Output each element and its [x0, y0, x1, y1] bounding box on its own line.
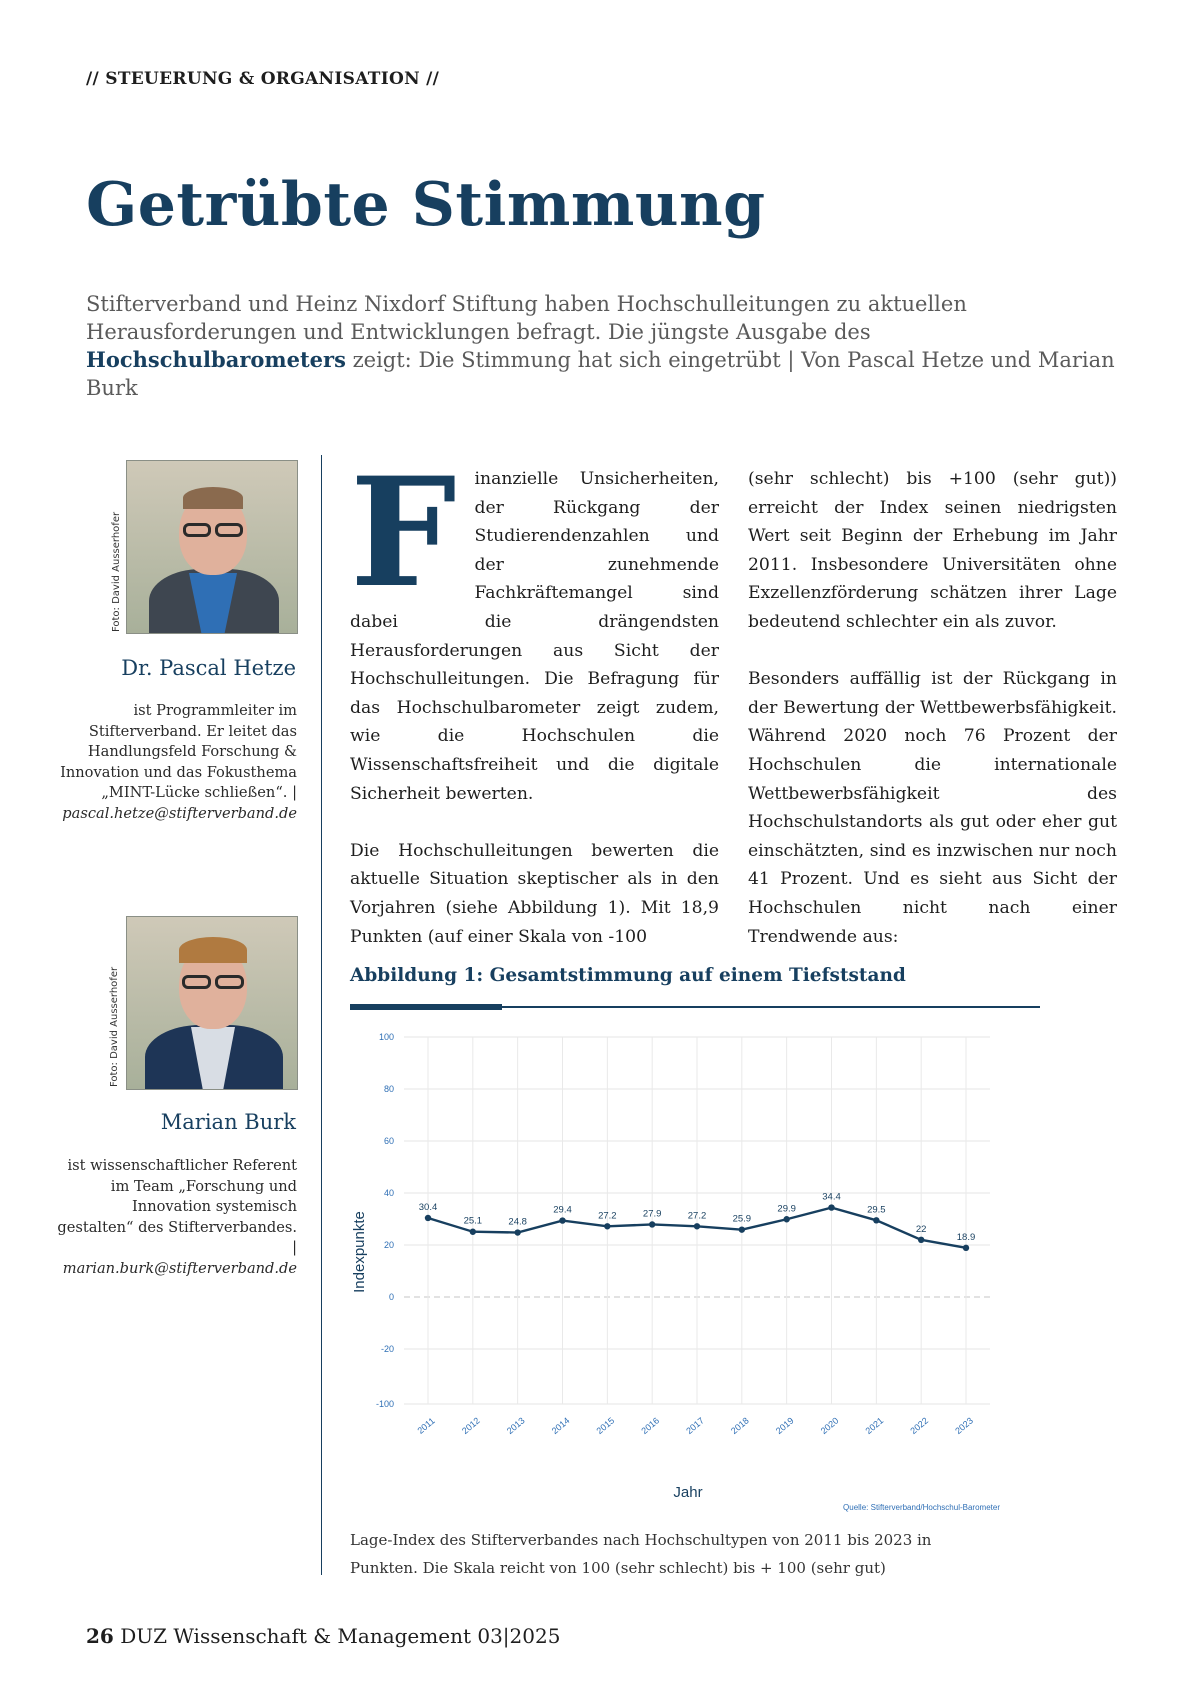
data-label: 25.1: [463, 1215, 483, 1227]
data-label: 25.9: [732, 1213, 752, 1225]
author-name-burk: Marian Burk: [160, 1110, 296, 1134]
data-point: [470, 1229, 476, 1235]
column-divider: [321, 455, 322, 1575]
data-label: 29.5: [867, 1204, 886, 1216]
paragraph: Die Hochschulleitungen bewerten die aktuelle Situation skeptischer als in den Vorjahren (siehe Abbildung 1). Mit 18,9 Punkten (auf einer Skala von -100: [350, 840, 719, 947]
figure-rule-accent: [350, 1004, 502, 1010]
data-point: [559, 1217, 565, 1223]
author-email-burk[interactable]: marian.burk@stifterverband.de: [62, 1259, 297, 1277]
x-tick-label: 2022: [908, 1415, 931, 1436]
y-tick-label: 40: [383, 1188, 394, 1198]
data-point: [694, 1223, 700, 1229]
author-bio-text: ist wissenschaftlicher Referent im Team „Forschung und Innovation systemisch gestalten“ des Stifterverbandes. |: [57, 1157, 297, 1256]
paragraph-text: inanzielle Unsicherheiten, der Rückgang der Studierendenzahlen und der zunehmende Fachkräftemangel sind dabei die drängendsten Herausforderungen aus Sicht der Hochschulleitungen. Die Befragung für das Hochschulbarometer zeigt zudem, wie die Hochschulen die Wissenschaftsfreiheit und die digitale Sicherheit bewerten.: [350, 469, 719, 804]
data-point: [604, 1223, 610, 1229]
data-point: [739, 1226, 745, 1232]
x-tick-label: 2020: [818, 1415, 841, 1436]
figure-title: Abbildung 1: Gesamtstimmung auf einem Tiefststand: [350, 965, 906, 986]
photo-credit-burk: Foto: David Ausserhofer: [109, 966, 120, 1087]
data-label: 18.9: [956, 1231, 976, 1243]
publication-name: DUZ Wissenschaft & Management 03|2025: [120, 1624, 561, 1648]
lead-text-2: zeigt: Die Stimmung hat sich eingetrübt | Von Pascal Hetze und Marian Burk: [86, 348, 1115, 400]
y-axis-label: Indexpunkte: [351, 1211, 368, 1293]
data-point: [425, 1215, 431, 1221]
x-tick-label: 2019: [773, 1415, 796, 1436]
y-tick-label: 60: [383, 1136, 394, 1146]
y-tick-label: -20: [380, 1344, 394, 1354]
author-bio-hetze: [56, 701, 297, 824]
x-tick-label: 2023: [953, 1415, 975, 1436]
data-label: 27.2: [687, 1210, 707, 1222]
y-tick-label: 80: [383, 1084, 394, 1094]
author-name-hetze: Dr. Pascal Hetze: [121, 656, 296, 680]
paragraph: [350, 445, 719, 808]
x-tick-label: 2011: [415, 1415, 437, 1436]
y-tick-label: -100: [375, 1399, 394, 1409]
x-tick-label: 2018: [729, 1415, 751, 1436]
data-label: 29.9: [777, 1203, 796, 1215]
data-point: [783, 1216, 789, 1222]
data-point: [963, 1245, 969, 1251]
x-axis-label: Jahr: [673, 1484, 703, 1501]
data-label: 22: [915, 1223, 927, 1235]
data-point: [918, 1237, 924, 1243]
article-lead: [86, 290, 1116, 402]
data-label: 27.9: [642, 1208, 662, 1220]
x-tick-label: 2013: [504, 1415, 527, 1436]
author-photo-hetze: [126, 460, 298, 634]
data-label: 29.4: [553, 1204, 572, 1216]
author-bio-burk: [56, 1156, 297, 1279]
paragraph: (sehr schlecht) bis +100 (sehr gut)) erreicht der Index seinen niedrigsten Wert seit Beginn der Erhebung im Jahr 2011. Insbesondere Universitäten ohne Exzellenzförderung schätzen ihrer Lage bedeutend schlechter ein als zuvor.: [748, 469, 1117, 632]
x-tick-label: 2014: [549, 1415, 572, 1436]
data-label: 27.2: [598, 1210, 617, 1222]
body-column-2: [748, 465, 1117, 980]
article-title: Getrübte Stimmung: [86, 170, 766, 240]
data-point: [828, 1204, 834, 1210]
data-point: [514, 1229, 520, 1235]
section-rubric: // STEUERUNG & ORGANISATION //: [86, 69, 440, 89]
x-axis-ticks: [415, 1415, 975, 1436]
author-photo-burk: [126, 916, 298, 1090]
photo-credit-hetze: Foto: David Ausserhofer: [111, 511, 122, 632]
x-tick-label: 2016: [639, 1415, 662, 1436]
chart-source: Quelle: Stifterverband/Hochschul-Barometer: [843, 1503, 1000, 1512]
drop-cap: F: [350, 445, 457, 621]
lead-highlight: Hochschulbarometers: [86, 347, 346, 372]
x-tick-label: 2021: [863, 1415, 886, 1436]
body-column-1: [350, 445, 719, 980]
line-chart: [340, 1020, 1010, 1520]
y-tick-label: 20: [383, 1240, 394, 1250]
lead-text-1: Stifterverband und Heinz Nixdorf Stiftung haben Hochschulleitungen zu aktuellen Herausforderungen und Entwicklungen befragt. Die jüngste Ausgabe des: [86, 292, 967, 344]
x-tick-label: 2017: [684, 1415, 706, 1436]
data-label: 30.4: [418, 1201, 438, 1213]
author-bio-text: ist Programmleiter im Stifterverband. Er leitet das Handlungsfeld Forschung & Innovation und das Fokusthema „MINT-Lücke schließen“. |: [60, 702, 297, 801]
y-tick-label: 0: [388, 1292, 394, 1302]
data-label: 34.4: [822, 1191, 841, 1203]
data-point: [873, 1217, 879, 1223]
x-tick-label: 2015: [594, 1415, 617, 1436]
data-point: [649, 1221, 655, 1227]
x-tick-label: 2012: [460, 1415, 482, 1436]
paragraph: Besonders auffällig ist der Rückgang in der Bewertung der Wettbewerbsfähigkeit. Während 2020 noch 76 Prozent der Hochschulen die internationale Wettbewerbsfähigkeit des Hochschulstandorts als gut oder eher gut einschätzten, sind es inzwischen nur noch 41 Prozent. Und es sieht aus Sicht der Hochschulen nicht nach einer Trendwende aus:: [748, 669, 1117, 947]
y-tick-label: 100: [378, 1032, 394, 1042]
page-footer: [86, 1624, 560, 1648]
figure-caption: Lage-Index des Stifterverbandes nach Hochschultypen von 2011 bis 2023 in Punkten. Die Skala reicht von 100 (sehr schlecht) bis + 100 (sehr gut): [350, 1531, 932, 1577]
y-axis-ticks: [376, 1032, 394, 1409]
data-label: 24.8: [508, 1216, 527, 1228]
author-email-hetze[interactable]: pascal.hetze@stifterverband.de: [62, 804, 297, 822]
page-number: 26: [86, 1624, 114, 1648]
